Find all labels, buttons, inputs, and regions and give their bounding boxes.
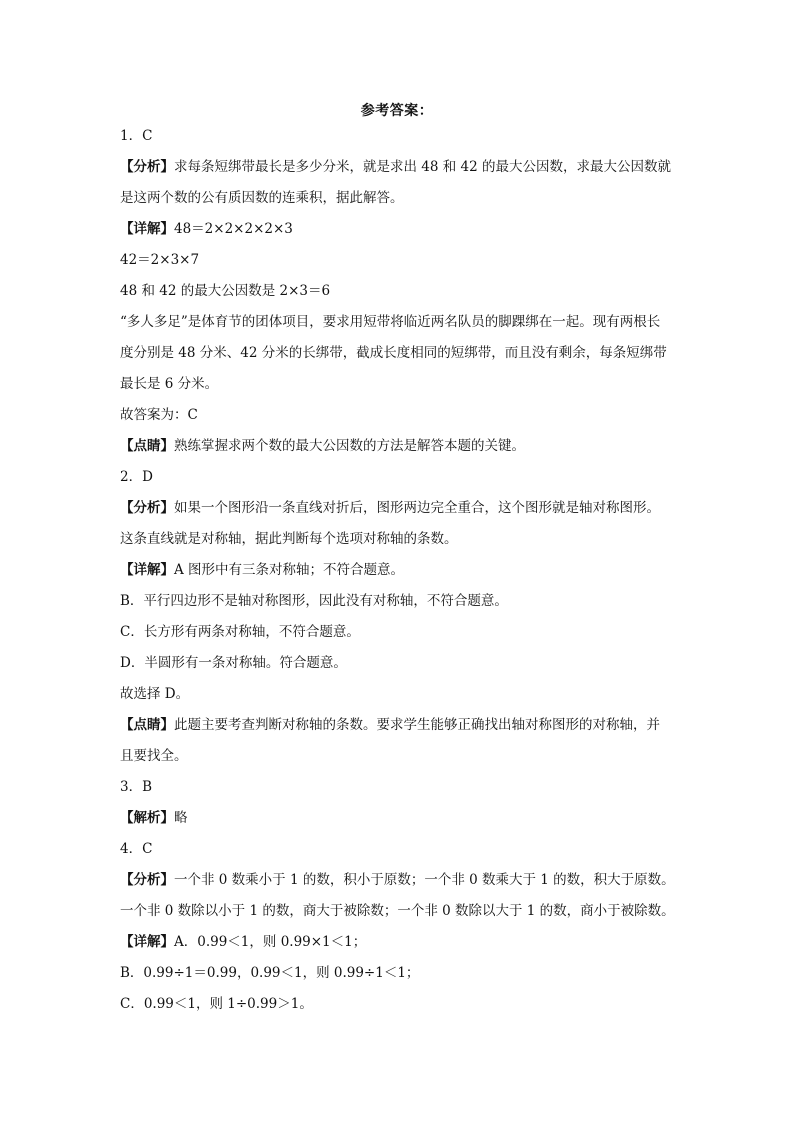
q2-analysis-text-1: 如果一个图形沿一条直线对折后，图形两边完全重合，这个图形就是轴对称图形。 xyxy=(174,500,660,516)
q2-comment-line xyxy=(120,710,690,741)
q2-analysis-line xyxy=(120,493,690,524)
q3-number: 3．B xyxy=(120,779,153,795)
q2-answer: 故选择 D。 xyxy=(120,686,190,702)
q4-analysis-text-1: 一个非 0 数乘小于 1 的数，积小于原数；一个非 0 数乘大于 1 的数，积大于原数。 xyxy=(174,872,675,888)
q3-analysis-text: 略 xyxy=(174,810,188,826)
detail-tag: 【详解】 xyxy=(120,221,174,237)
q2-detail-text-2: B．平行四边形不是轴对称图形，因此没有对称轴，不符合题意。 xyxy=(120,593,508,609)
answer-content xyxy=(120,121,690,1020)
comment-tag: 【点睛】 xyxy=(120,438,174,454)
q3-analysis-line xyxy=(120,803,690,834)
q1-answer: 故答案为：C xyxy=(120,407,198,423)
q2-detail-text-1: A 图形中有三条对称轴；不符合题意。 xyxy=(174,562,405,578)
q4-detail-text-1: A．0.99＜1，则 0.99×1＜1； xyxy=(174,934,367,950)
q1-detail-text-5: 度分别是 48 分米、42 分米的长绑带，截成长度相同的短绑带，而且没有剩余，每条短绑带 xyxy=(120,345,667,361)
detail-tag: 【详解】 xyxy=(120,934,174,950)
q1-detail-text-4: “多人多足”是体育节的团体项目，要求用短带将临近两名队员的脚踝绑在一起。现有两根长 xyxy=(120,314,661,330)
q1-analysis-text-2: 是这两个数的公有质因数的连乘积，据此解答。 xyxy=(120,190,404,206)
q1-analysis-line xyxy=(120,152,690,183)
q2-analysis-text-2: 这条直线就是对称轴，据此判断每个选项对称轴的条数。 xyxy=(120,531,458,547)
q4-detail-text-3: C．0.99＜1，则 1÷0.99＞1。 xyxy=(120,996,313,1012)
q2-comment-text-2: 且要找全。 xyxy=(120,748,188,764)
comment-tag: 【点睛】 xyxy=(120,717,174,733)
analysis-tag: 【分析】 xyxy=(120,872,174,888)
q4-detail-text-2: B．0.99÷1＝0.99，0.99＜1，则 0.99÷1＜1； xyxy=(120,965,420,981)
q1-detail-text-6: 最长是 6 分米。 xyxy=(120,376,219,392)
q1-comment-line xyxy=(120,431,690,462)
analysis-tag: 【分析】 xyxy=(120,500,174,516)
q1-detail-line xyxy=(120,214,690,245)
q1-analysis-text-1: 求每条短绑带最长是多少分米，就是求出 48 和 42 的最大公因数，求最大公因数就 xyxy=(174,159,672,175)
q4-number: 4．C xyxy=(120,841,153,857)
q2-number: 2．D xyxy=(120,469,153,485)
analysis-tag: 【分析】 xyxy=(120,159,174,175)
q4-analysis-text-2: 一个非 0 数除以小于 1 的数，商大于被除数；一个非 0 数除以大于 1 的数，商小于被除数。 xyxy=(120,903,675,919)
q4-detail-line xyxy=(120,927,690,958)
detail-tag: 【详解】 xyxy=(120,562,174,578)
q2-detail-text-4: D．半圆形有一条对称轴。符合题意。 xyxy=(120,655,347,671)
q1-detail-text-1: 48＝2×2×2×2×3 xyxy=(174,221,293,237)
analysis-tag: 【解析】 xyxy=(120,810,174,826)
q2-detail-text-3: C．长方形有两条对称轴，不符合题意。 xyxy=(120,624,360,640)
q1-detail-text-3: 48 和 42 的最大公因数是 2×3＝6 xyxy=(120,283,331,299)
page-title: 参考答案： xyxy=(360,103,434,119)
q2-comment-text-1: 此题主要考查判断对称轴的条数。要求学生能够正确找出轴对称图形的对称轴，并 xyxy=(174,717,660,733)
q1-comment-text: 熟练掌握求两个数的最大公因数的方法是解答本题的关键。 xyxy=(174,438,525,454)
q2-detail-line xyxy=(120,555,690,586)
q1-number: 1．C xyxy=(120,128,153,144)
q4-analysis-line xyxy=(120,865,690,896)
q1-detail-text-2: 42＝2×3×7 xyxy=(120,252,200,268)
